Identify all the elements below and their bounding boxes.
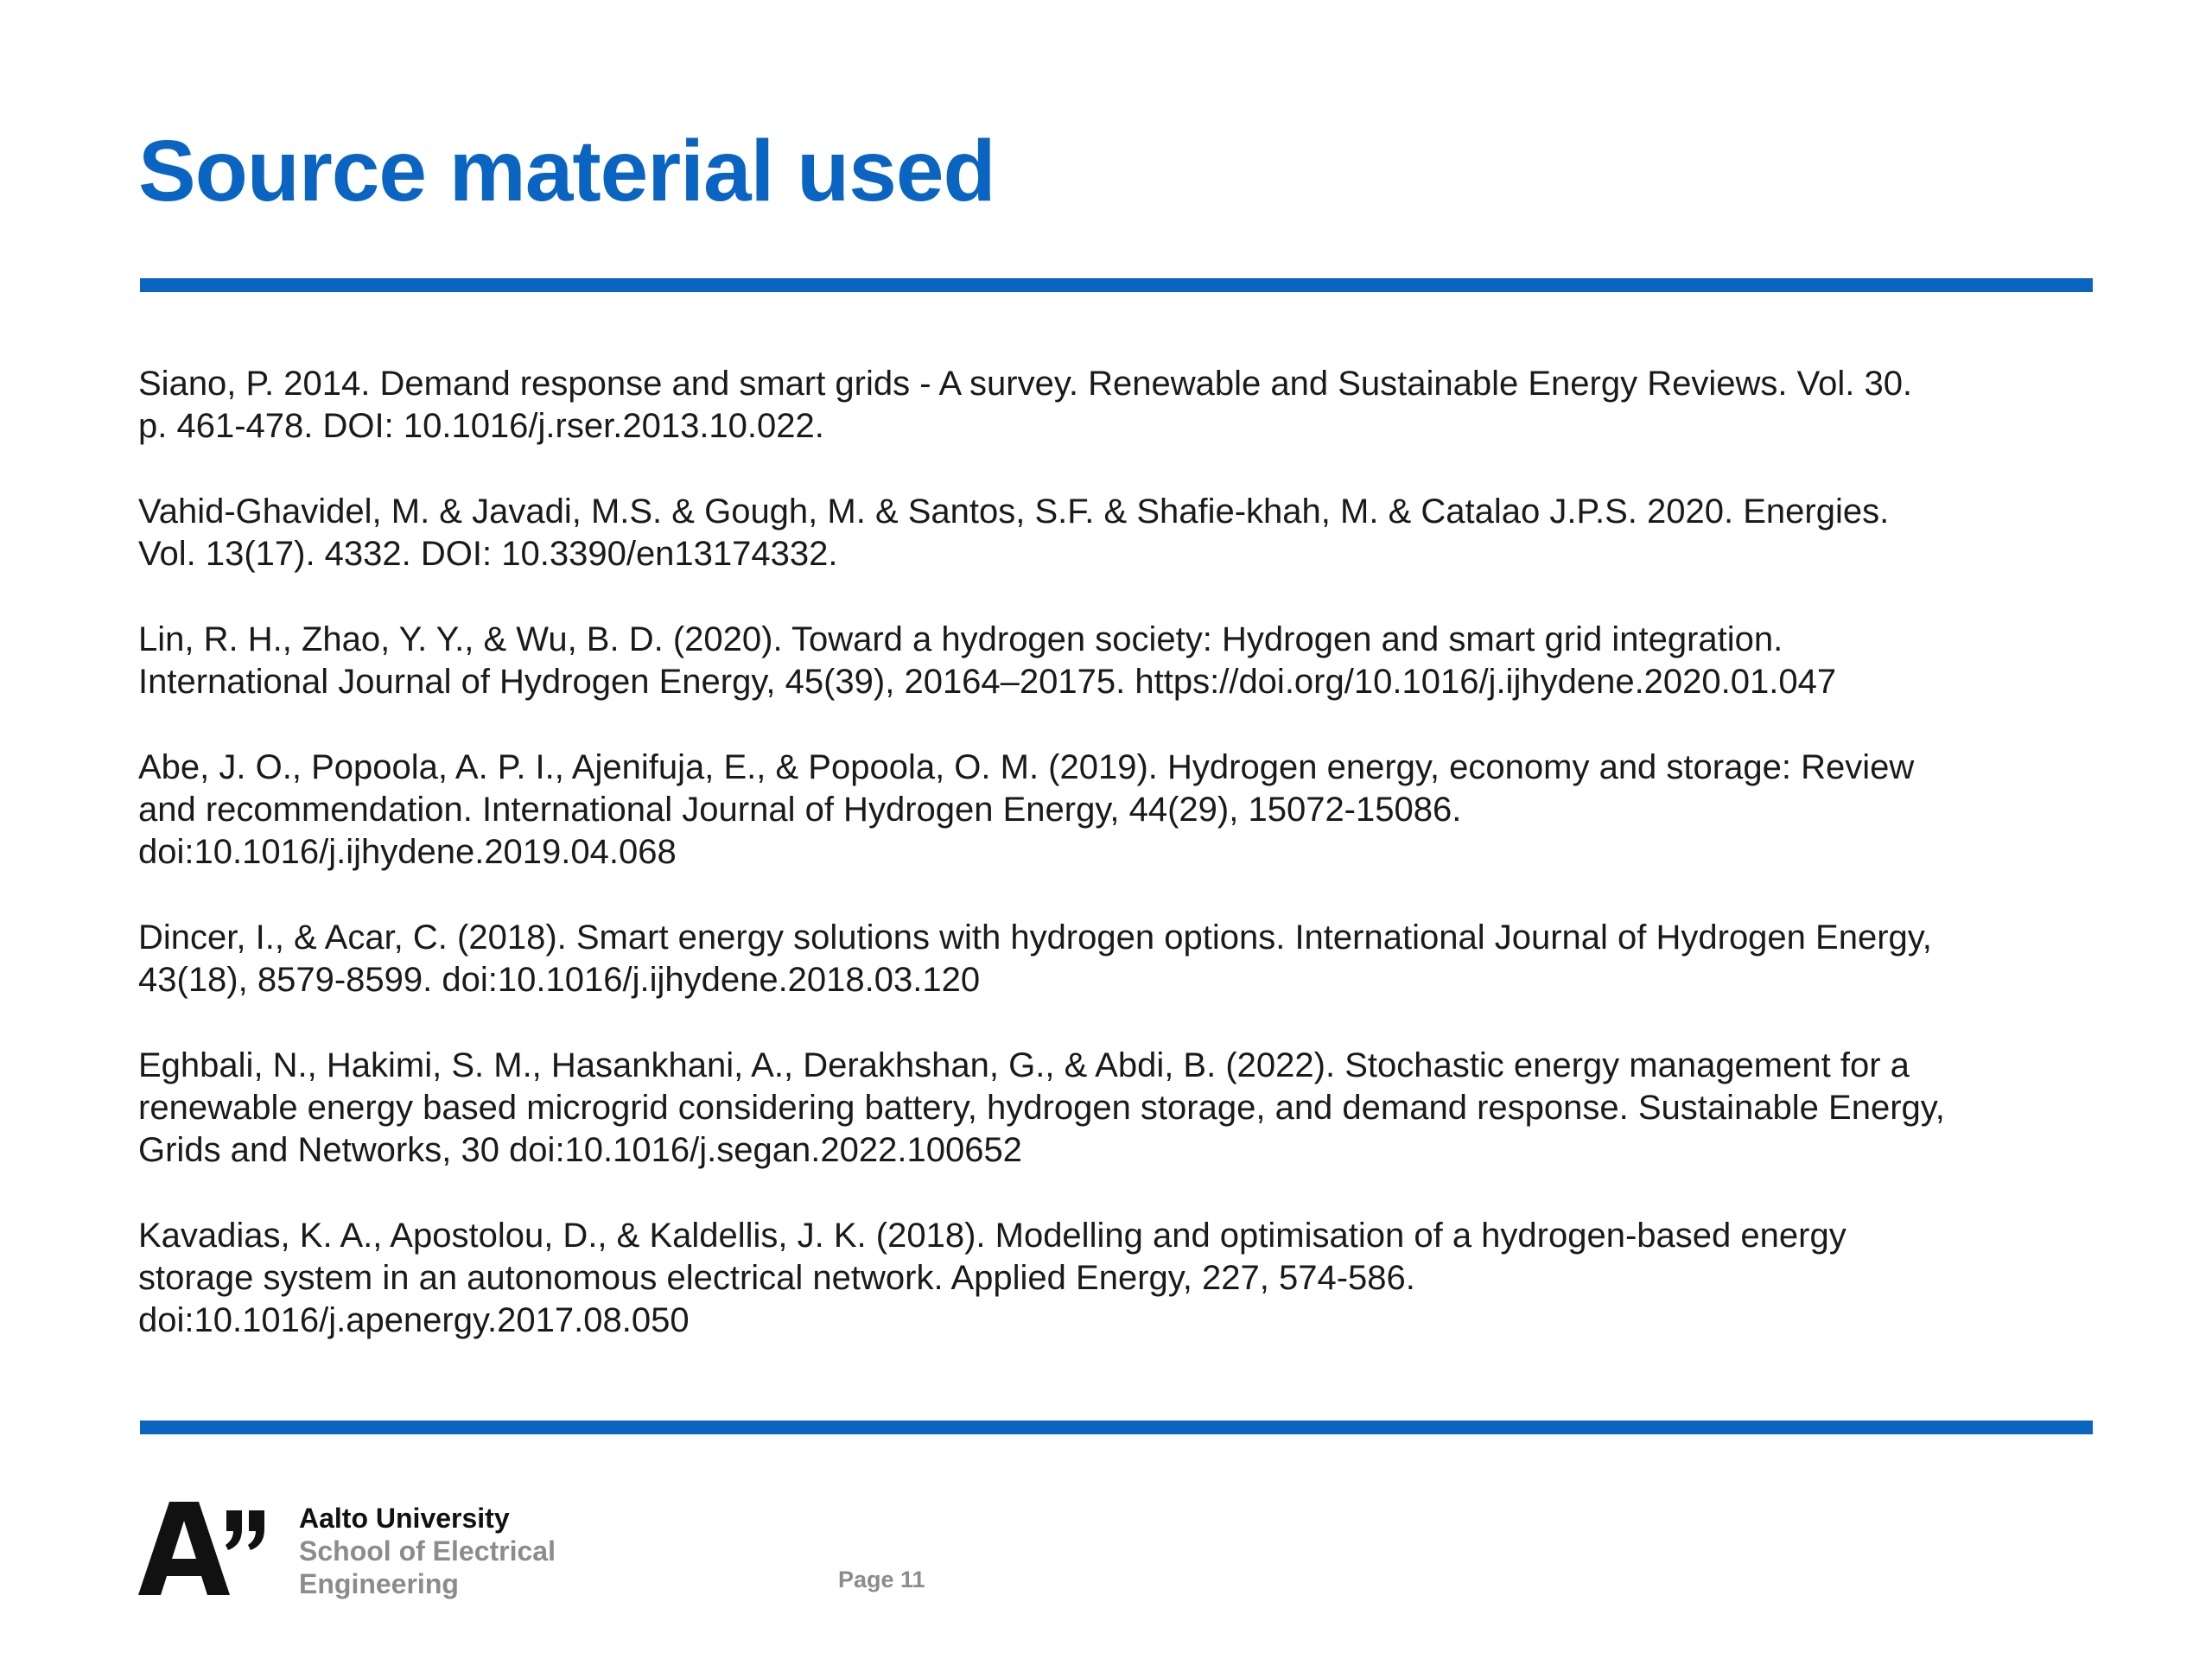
reference-line: Lin, R. H., Zhao, Y. Y., & Wu, B. D. (2020). Toward a hydrogen society: Hydrogen and smart grid integration. [138,620,1783,658]
reference-line: Vahid-Ghavidel, M. & Javadi, M.S. & Gough, M. & Santos, S.F. & Shafie-khah, M. & Catalao J.P.S. 2020. Energies. [138,493,1890,531]
reference-line: Abe, J. O., Popoola, A. P. I., Ajenifuja, E., & Popoola, O. M. (2019). Hydrogen energy, economy and storage: Review [138,748,1915,786]
reference-line: doi:10.1016/j.ijhydene.2019.04.068 [138,833,677,871]
reference-line: Kavadias, K. A., Apostolou, D., & Kaldellis, J. K. (2018). Modelling and optimisation of a hydrogen-based energy [138,1217,1847,1255]
page-number: Page 11 [838,1567,925,1592]
university-name: Aalto University [299,1503,510,1534]
reference-line: doi:10.1016/j.apenergy.2017.08.050 [138,1301,690,1339]
reference-item [138,491,2091,575]
reference-line: renewable energy based microgrid considering battery, hydrogen storage, and demand response. Sustainable Energy, [138,1089,1945,1127]
aalto-a-logo-icon [138,1502,268,1595]
reference-line: Grids and Networks, 30 doi:10.1016/j.segan.2022.100652 [138,1131,1022,1169]
reference-list [138,363,2091,1385]
reference-line: p. 461-478. DOI: 10.1016/j.rser.2013.10.022. [138,407,824,445]
reference-item [138,747,2091,874]
slide-title: Source material used [138,123,995,219]
reference-item [138,1215,2091,1342]
school-name-line2: Engineering [299,1568,459,1599]
reference-line: and recommendation. International Journal of Hydrogen Energy, 44(29), 15072-15086. [138,791,1462,829]
reference-line: Eghbali, N., Hakimi, S. M., Hasankhani, A., Derakhshan, G., & Abdi, B. (2022). Stochastic energy management for a [138,1046,1910,1084]
reference-line: storage system in an autonomous electrical network. Applied Energy, 227, 574-586. [138,1259,1415,1297]
reference-item [138,1045,2091,1172]
reference-line: 43(18), 8579-8599. doi:10.1016/j.ijhydene.2018.03.120 [138,961,981,999]
school-name-line1: School of Electrical [299,1535,556,1567]
reference-line: Vol. 13(17). 4332. DOI: 10.3390/en13174332. [138,535,838,573]
reference-line: Dincer, I., & Acar, C. (2018). Smart energy solutions with hydrogen options. International Journal of Hydrogen Energy, [138,918,1932,957]
reference-line: International Journal of Hydrogen Energy, 45(39), 20164–20175. https://doi.org/10.1016/j.ijhydene.2020.01.047 [138,663,1837,701]
top-divider [140,278,2093,292]
reference-line: Siano, P. 2014. Demand response and smart grids - A survey. Renewable and Sustainable Energy Reviews. Vol. 30. [138,365,1913,403]
reference-item [138,917,2091,1001]
reference-item [138,363,2091,448]
reference-item [138,619,2091,703]
university-logo [138,1502,622,1605]
logo-text [299,1502,556,1600]
bottom-divider [140,1421,2093,1434]
